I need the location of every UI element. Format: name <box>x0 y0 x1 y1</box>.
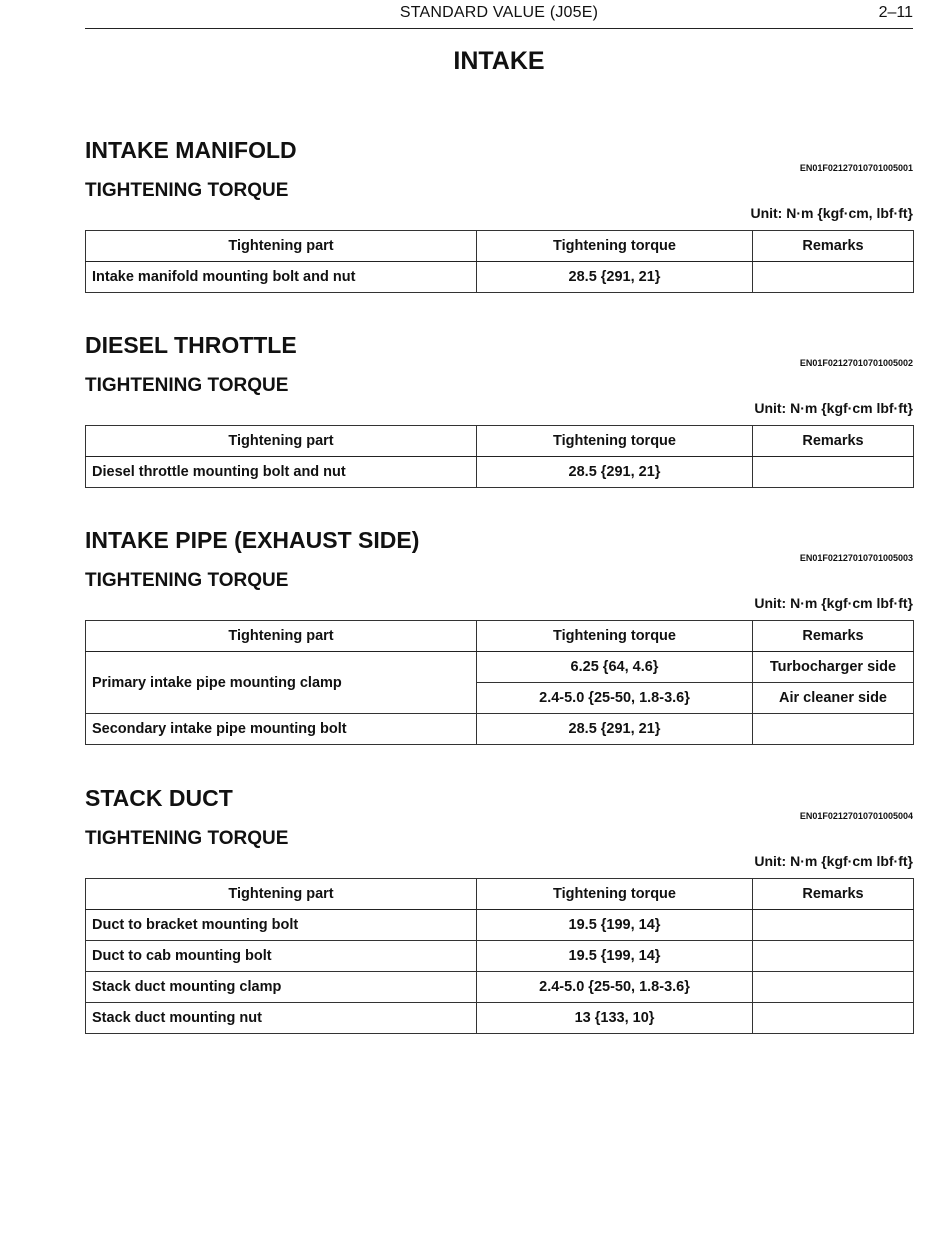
column-header-remarks: Remarks <box>753 426 914 457</box>
column-header-torque: Tightening torque <box>477 231 753 262</box>
table-header-row <box>86 621 914 652</box>
column-header-part: Tightening part <box>86 879 477 910</box>
cell-part: Stack duct mounting clamp <box>86 972 477 1003</box>
cell-remarks <box>753 910 914 941</box>
page-header <box>85 0 913 29</box>
cell-part: Duct to bracket mounting bolt <box>86 910 477 941</box>
cell-remarks <box>753 1003 914 1034</box>
cell-part: Primary intake pipe mounting clamp <box>86 652 477 714</box>
cell-remarks: Air cleaner side <box>753 683 914 714</box>
table-row <box>86 262 914 293</box>
column-header-part: Tightening part <box>86 426 477 457</box>
column-header-remarks: Remarks <box>753 621 914 652</box>
cell-torque: 6.25 {64, 4.6} <box>477 652 753 683</box>
section-subtitle: TIGHTENING TORQUE <box>85 828 289 849</box>
unit-label: Unit: N·m {kgf·cm lbf·ft} <box>754 595 913 611</box>
cell-part: Diesel throttle mounting bolt and nut <box>86 457 477 488</box>
cell-part: Secondary intake pipe mounting bolt <box>86 714 477 745</box>
column-header-remarks: Remarks <box>753 231 914 262</box>
section-code: EN01F02127010701005004 <box>799 811 913 821</box>
section-title: DIESEL THROTTLE <box>85 332 297 358</box>
cell-torque: 2.4-5.0 {25-50, 1.8-3.6} <box>477 683 753 714</box>
table-row <box>86 941 914 972</box>
column-header-remarks: Remarks <box>753 879 914 910</box>
cell-part: Stack duct mounting nut <box>86 1003 477 1034</box>
cell-torque: 28.5 {291, 21} <box>477 262 753 293</box>
table-row <box>86 457 914 488</box>
section-title: INTAKE PIPE (EXHAUST SIDE) <box>85 527 420 553</box>
column-header-torque: Tightening torque <box>477 621 753 652</box>
cell-remarks <box>753 262 914 293</box>
page-number: 2–11 <box>878 4 913 21</box>
section-title: STACK DUCT <box>85 785 233 811</box>
column-header-torque: Tightening torque <box>477 879 753 910</box>
cell-torque: 28.5 {291, 21} <box>477 457 753 488</box>
section-subtitle: TIGHTENING TORQUE <box>85 375 289 396</box>
section-code: EN01F02127010701005001 <box>799 163 913 173</box>
page-title: INTAKE <box>453 47 545 75</box>
section-subtitle: TIGHTENING TORQUE <box>85 180 289 201</box>
cell-remarks <box>753 972 914 1003</box>
column-header-part: Tightening part <box>86 621 477 652</box>
cell-torque: 2.4-5.0 {25-50, 1.8-3.6} <box>477 972 753 1003</box>
cell-torque: 28.5 {291, 21} <box>477 714 753 745</box>
cell-torque: 19.5 {199, 14} <box>477 941 753 972</box>
header-title: STANDARD VALUE (J05E) <box>399 4 599 21</box>
cell-remarks <box>753 457 914 488</box>
unit-label: Unit: N·m {kgf·cm lbf·ft} <box>754 853 913 869</box>
cell-torque: 13 {133, 10} <box>477 1003 753 1034</box>
section-subtitle: TIGHTENING TORQUE <box>85 570 289 591</box>
cell-part: Intake manifold mounting bolt and nut <box>86 262 477 293</box>
column-header-torque: Tightening torque <box>477 426 753 457</box>
cell-torque: 19.5 {199, 14} <box>477 910 753 941</box>
table-row <box>86 652 914 683</box>
table-header-row <box>86 426 914 457</box>
torque-table <box>85 425 914 488</box>
torque-table <box>85 620 914 745</box>
section-title: INTAKE MANIFOLD <box>85 137 297 163</box>
table-row <box>86 972 914 1003</box>
unit-label: Unit: N·m {kgf·cm lbf·ft} <box>754 400 913 416</box>
cell-part: Duct to cab mounting bolt <box>86 941 477 972</box>
unit-label: Unit: N·m {kgf·cm, lbf·ft} <box>750 205 913 221</box>
column-header-part: Tightening part <box>86 231 477 262</box>
table-row <box>86 1003 914 1034</box>
section-code: EN01F02127010701005003 <box>799 553 913 563</box>
table-row <box>86 714 914 745</box>
cell-remarks: Turbocharger side <box>753 652 914 683</box>
cell-remarks <box>753 714 914 745</box>
torque-table <box>85 878 914 1034</box>
cell-remarks <box>753 941 914 972</box>
table-header-row <box>86 231 914 262</box>
torque-table <box>85 230 914 293</box>
table-header-row <box>86 879 914 910</box>
table-row <box>86 910 914 941</box>
section-code: EN01F02127010701005002 <box>799 358 913 368</box>
